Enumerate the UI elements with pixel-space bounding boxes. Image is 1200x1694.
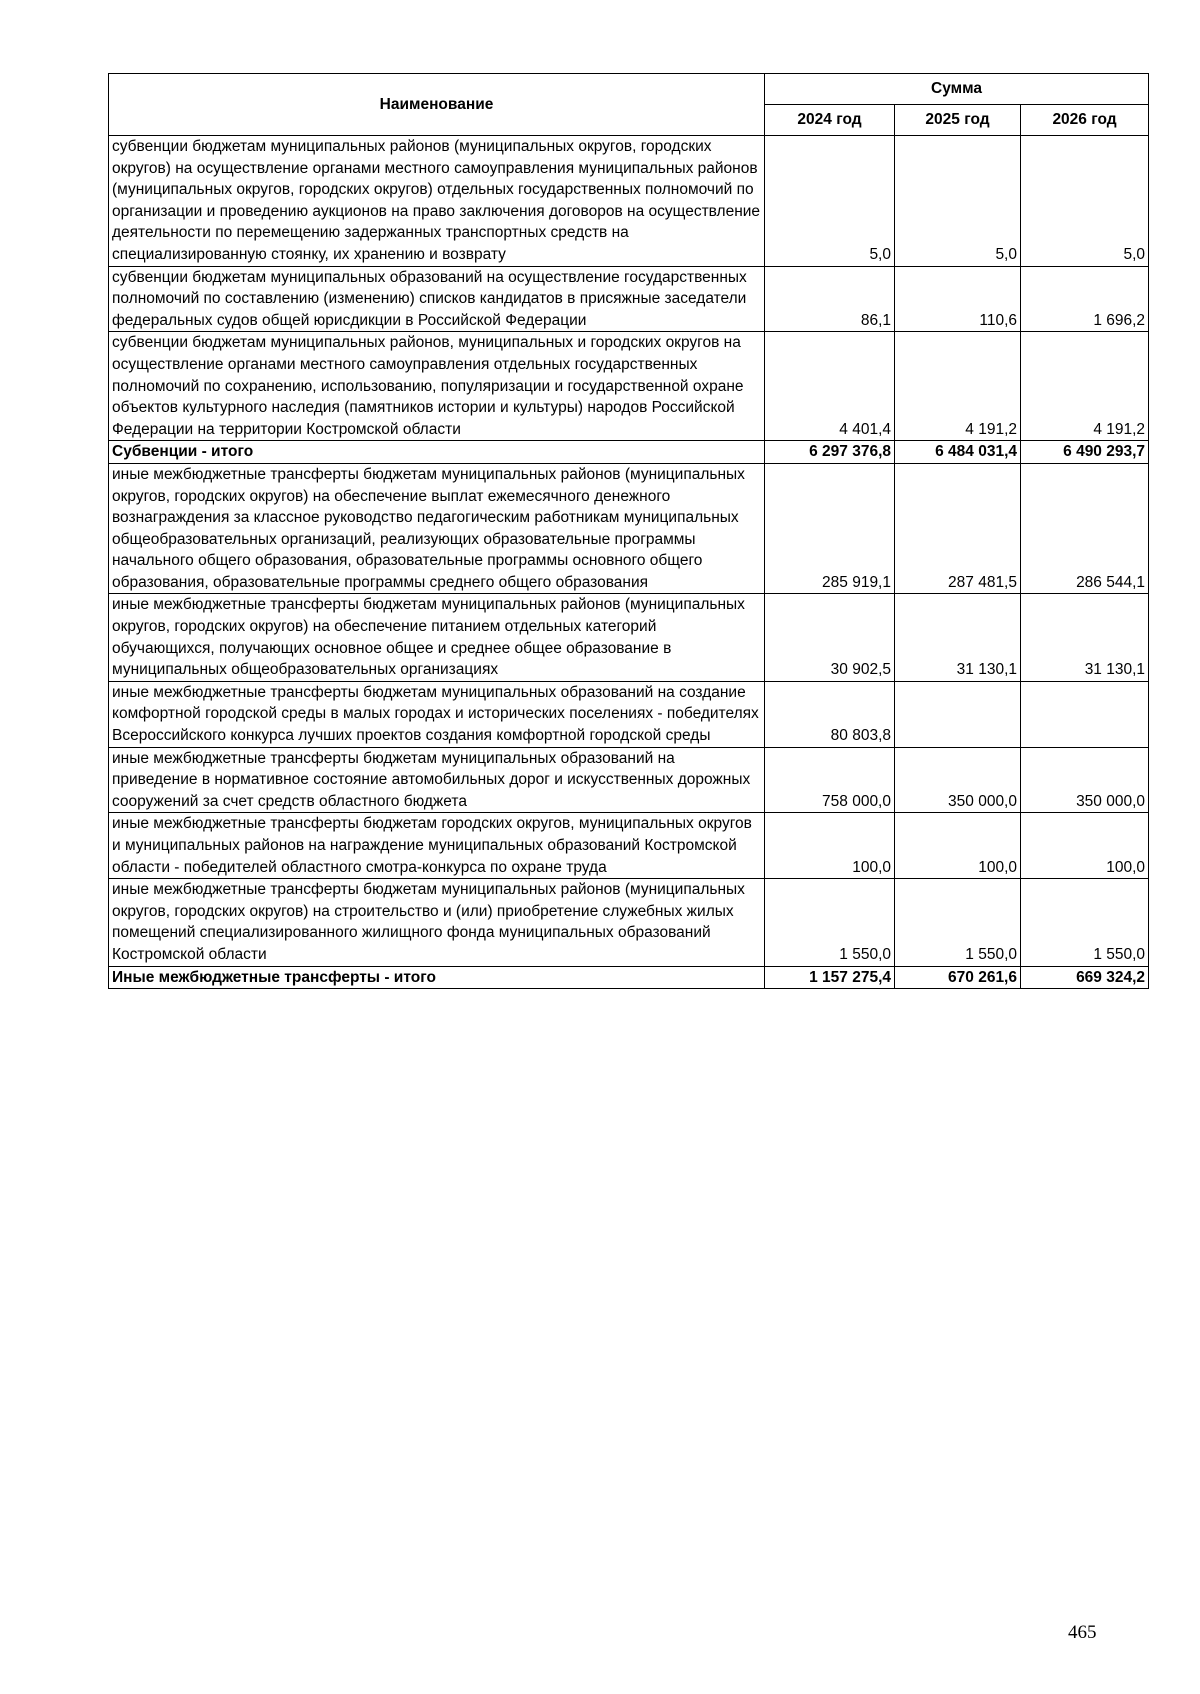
value-2024: 1 550,0 (765, 879, 895, 966)
value-2025: 100,0 (895, 813, 1021, 879)
value-2026: 6 490 293,7 (1021, 441, 1149, 464)
table-body (109, 136, 1149, 989)
row-name: иные межбюджетные трансферты бюджетам муниципальных районов (муниципальных округов, городских округов) на обеспечение питанием отдельных категорий обучающихся, получающих основное общее и среднее общее образование в муниципальных общеобразовательных организациях (109, 594, 765, 681)
table-row (109, 463, 1149, 594)
header-year-2024: 2024 год (765, 105, 895, 136)
value-2024: 6 297 376,8 (765, 441, 895, 464)
value-2026: 5,0 (1021, 136, 1149, 267)
value-2026 (1021, 681, 1149, 747)
total-row (109, 441, 1149, 464)
table-row (109, 747, 1149, 813)
table-header (109, 74, 1149, 136)
row-name: субвенции бюджетам муниципальных образований на осуществление государственных полномочий по составлению (изменению) списков кандидатов в присяжные заседатели федеральных судов общей юрисдикции в Российской Федерации (109, 266, 765, 332)
value-2024: 758 000,0 (765, 747, 895, 813)
value-2025: 5,0 (895, 136, 1021, 267)
value-2025: 287 481,5 (895, 463, 1021, 594)
row-name: Субвенции - итого (109, 441, 765, 464)
table-row (109, 136, 1149, 267)
budget-table (108, 73, 1149, 989)
row-name: иные межбюджетные трансферты бюджетам муниципальных районов (муниципальных округов, городских округов) на обеспечение выплат ежемесячного денежного вознаграждения за классное руководство педагогическим работникам муниципальных общеобразовательных организаций, реализующих образовательные программы начального общего образования, образовательные программы основного общего образования, образовательные программы среднего общего образования (109, 463, 765, 594)
row-name: иные межбюджетные трансферты бюджетам муниципальных образований на приведение в нормативное состояние автомобильных дорог и искусственных дорожных сооружений за счет средств областного бюджета (109, 747, 765, 813)
row-name: субвенции бюджетам муниципальных районов, муниципальных и городских округов на осуществление органами местного самоуправления отдельных государственных полномочий по сохранению, использованию, популяризации и государственной охране объектов культурного наследия (памятников истории и культуры) народов Российской Федерации на территории Костромской области (109, 332, 765, 441)
value-2025: 1 550,0 (895, 879, 1021, 966)
value-2024: 285 919,1 (765, 463, 895, 594)
value-2025 (895, 681, 1021, 747)
value-2025: 4 191,2 (895, 332, 1021, 441)
header-name: Наименование (109, 74, 765, 136)
row-name: Иные межбюджетные трансферты - итого (109, 966, 765, 989)
value-2024: 1 157 275,4 (765, 966, 895, 989)
row-name: субвенции бюджетам муниципальных районов (муниципальных округов, городских округов) на осуществление органами местного самоуправления муниципальных районов (муниципальных округов, городских округов) отдельных государственных полномочий по организации и проведению аукционов на право заключения договоров на осуществление деятельности по перемещению задержанных транспортных средств на специализированную стоянку, их хранению и возврату (109, 136, 765, 267)
table-row (109, 266, 1149, 332)
value-2024: 86,1 (765, 266, 895, 332)
header-year-2026: 2026 год (1021, 105, 1149, 136)
value-2026: 100,0 (1021, 813, 1149, 879)
row-name: иные межбюджетные трансферты бюджетам муниципальных районов (муниципальных округов, городских округов) на строительство и (или) приобретение служебных жилых помещений специализированного жилищного фонда муниципальных образований Костромской области (109, 879, 765, 966)
value-2024: 4 401,4 (765, 332, 895, 441)
table-row (109, 681, 1149, 747)
value-2025: 670 261,6 (895, 966, 1021, 989)
table-row (109, 813, 1149, 879)
value-2026: 4 191,2 (1021, 332, 1149, 441)
value-2026: 286 544,1 (1021, 463, 1149, 594)
header-year-2025: 2025 год (895, 105, 1021, 136)
value-2024: 80 803,8 (765, 681, 895, 747)
value-2026: 669 324,2 (1021, 966, 1149, 989)
row-name: иные межбюджетные трансферты бюджетам городских округов, муниципальных округов и муниципальных районов на награждение муниципальных образований Костромской области - победителей областного смотра-конкурса по охране труда (109, 813, 765, 879)
table-row (109, 332, 1149, 441)
value-2026: 31 130,1 (1021, 594, 1149, 681)
value-2025: 350 000,0 (895, 747, 1021, 813)
header-sum: Сумма (765, 74, 1149, 105)
value-2024: 100,0 (765, 813, 895, 879)
page-number: 465 (1068, 1622, 1097, 1643)
value-2024: 30 902,5 (765, 594, 895, 681)
value-2026: 1 696,2 (1021, 266, 1149, 332)
value-2026: 1 550,0 (1021, 879, 1149, 966)
value-2025: 31 130,1 (895, 594, 1021, 681)
total-row (109, 966, 1149, 989)
row-name: иные межбюджетные трансферты бюджетам муниципальных образований на создание комфортной городской среды в малых городах и исторических поселениях - победителях Всероссийского конкурса лучших проектов создания комфортной городской среды (109, 681, 765, 747)
value-2025: 110,6 (895, 266, 1021, 332)
value-2025: 6 484 031,4 (895, 441, 1021, 464)
value-2024: 5,0 (765, 136, 895, 267)
value-2026: 350 000,0 (1021, 747, 1149, 813)
table-row (109, 594, 1149, 681)
table-row (109, 879, 1149, 966)
